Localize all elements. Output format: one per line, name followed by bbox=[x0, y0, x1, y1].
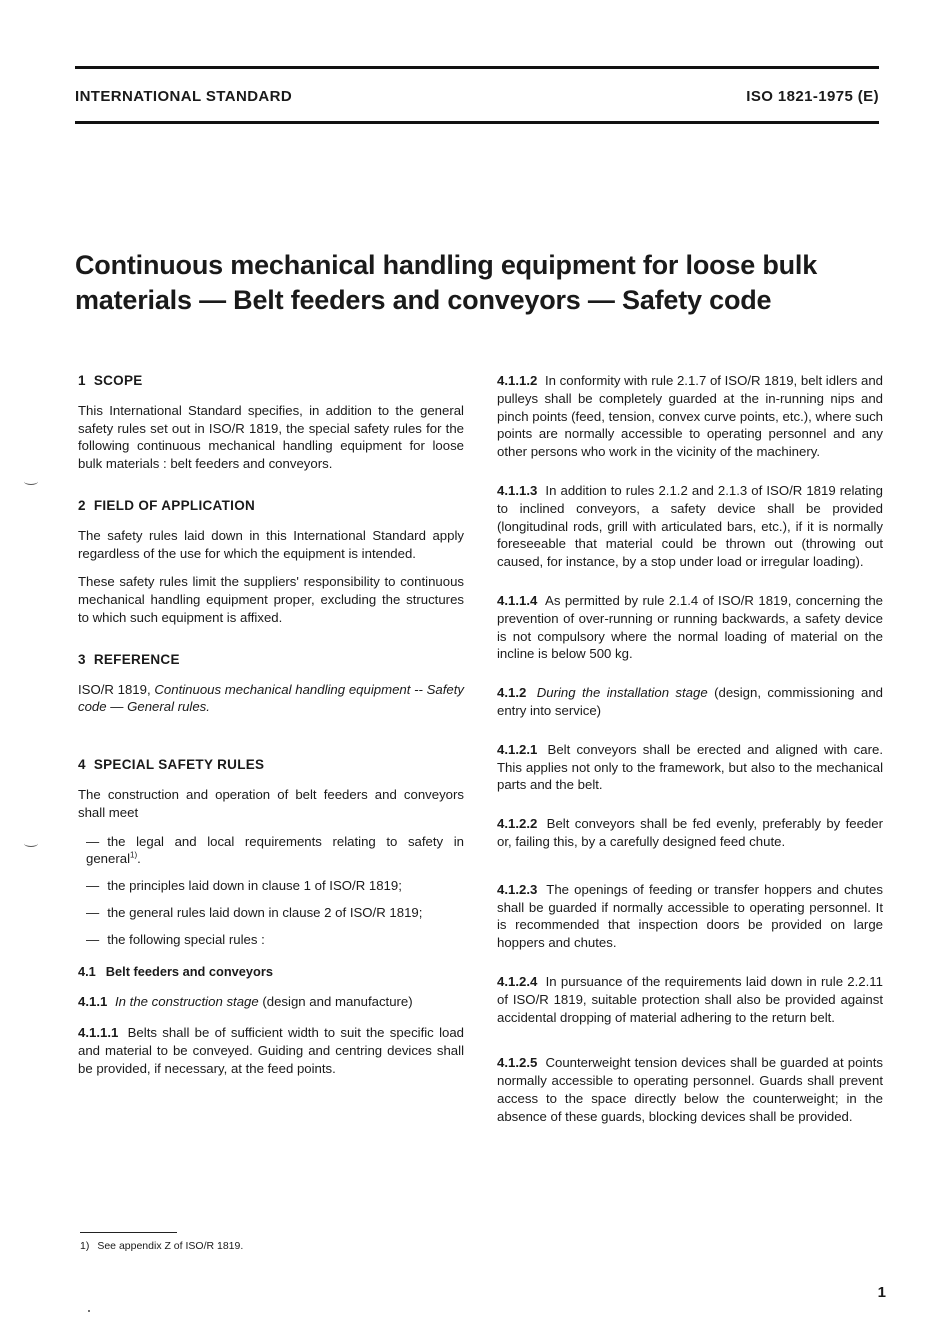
list-item: — the legal and local requirements relating to safety in general$^{1)}$. bbox=[86, 833, 464, 867]
subsection-heading-4-1: 4.1 Belt feeders and conveyors bbox=[78, 963, 273, 979]
clause-4-1-1-1: 4.1.1.1 Belts shall be of sufficient width to suit the specific load and material to be conveyed. Guiding and centring devices shall be provided, if necessary, at the feed points. bbox=[78, 1025, 464, 1076]
page-title: Continuous mechanical handling equipment for loose bulk materials — Belt feeders and conveyors — Safety code bbox=[75, 250, 818, 315]
clause-4-1-2-3: 4.1.2.3 The openings of feeding or transfer hoppers and chutes shall be guarded if normally accessible to operating personnel. It is recommended that inspection doors be provided on large hoppers and chutes. bbox=[497, 881, 883, 951]
header-right: ISO 1821-1975 (E) bbox=[746, 88, 879, 105]
section-heading-special-rules: 4 SPECIAL SAFETY RULES bbox=[78, 757, 265, 773]
footnote-ref: 1) bbox=[130, 850, 138, 860]
clause-4-1-1-3: 4.1.1.3 In addition to rules 2.1.2 and 2.1.3 of ISO/R 1819 relating to inclined conveyors, a safety device shall be provided (longitudinal rods, grill with articulated bars, etc.), if it is normally foreseeable that material could be thrown out (throwing out caused, for instance, by a stop under load or irregular loading). bbox=[497, 482, 883, 570]
scan-mark bbox=[24, 478, 38, 485]
clause-4-1-2-2: 4.1.2.2 Belt conveyors shall be fed evenly, preferably by feeder or, failing this, by a carefully designed feed chute. bbox=[497, 816, 883, 849]
header-rule bbox=[75, 121, 879, 124]
list-item: — the following special rules : bbox=[86, 931, 265, 947]
clause-4-1-2-1: 4.1.2.1 Belt conveyors shall be erected and aligned with care. This applies not only to the framework, but also to the mechanical parts and the belt. bbox=[497, 741, 884, 793]
section-heading-field: 2 FIELD OF APPLICATION bbox=[78, 497, 256, 513]
footnote-rule bbox=[80, 1232, 177, 1233]
clause-4-1-1-2: 4.1.1.2 In conformity with rule 2.1.7 of ISO/R 1819, belt idlers and pulleys shall be completely guarded at the in-running nips and pinch points (feed, tension, convex curve points, etc.), where such points are normally accessible to operating personnel and any other persons who work in the vicinity of the machinery. bbox=[497, 373, 883, 460]
subsection-4-1-1: 4.1.1 In the construction stage (design and manufacture) bbox=[78, 994, 413, 1010]
scan-dot bbox=[88, 1310, 90, 1312]
special-rules-intro: The construction and operation of belt feeders and conveyors shall meet bbox=[78, 786, 464, 820]
right-column bbox=[497, 372, 883, 1126]
section-heading-reference: 3 REFERENCE bbox=[78, 651, 180, 667]
field-text-1: The safety rules laid down in this International Standard apply regardless of the use for which the equipment is intended. bbox=[78, 527, 464, 561]
clause-4-1-1-4: 4.1.1.4 As permitted by rule 2.1.4 of ISO/R 1819, concerning the prevention of over-running or running backwards, a safety device is not compulsory where the normal loading of material on the incline is below 500 kg. bbox=[497, 592, 884, 662]
field-text-2: These safety rules limit the suppliers' responsibility to continuous mechanical handling equipment proper, excluding the structures to which such equipment is affixed. bbox=[78, 574, 464, 625]
clause-4-1-2-4: 4.1.2.4 In pursuance of the requirements laid down in rule 2.2.11 of ISO/R 1819, suitable protection shall also be provided against accidental dropping of material adhering to the return belt. bbox=[497, 973, 883, 1025]
header-left: INTERNATIONAL STANDARD bbox=[75, 88, 293, 105]
clause-4-1-2-5: 4.1.2.5 Counterweight tension devices shall be guarded at points normally accessible to operating personnel. Guards shall prevent access to the space directly below the counterweight; in the absence of these guards, blocking devices shall be provided. bbox=[497, 1055, 883, 1124]
reference-text: ISO/R 1819, Continuous mechanical handling equipment -- Safety code — General rules. bbox=[78, 681, 465, 715]
list-item: — the general rules laid down in clause 2 of ISO/R 1819; bbox=[86, 904, 423, 920]
footnote: 1) See appendix Z of ISO/R 1819. bbox=[80, 1240, 244, 1252]
top-rule bbox=[75, 66, 879, 69]
list-item: — the principles laid down in clause 1 of ISO/R 1819; bbox=[86, 878, 402, 894]
scope-text: This International Standard specifies, in addition to the general safety rules set out in ISO/R 1819, the special safety rules for the following continuous mechanical handling equipment for loose bulk materials : belt feeders and conveyors. bbox=[78, 402, 464, 472]
scan-mark bbox=[24, 840, 38, 847]
section-heading-scope: 1 SCOPE bbox=[78, 373, 143, 388]
clause-4-1-2: 4.1.2 During the installation stage (design, commissioning and entry into service) bbox=[497, 685, 884, 718]
page-number: 1 bbox=[877, 1284, 886, 1301]
left-column bbox=[78, 372, 464, 1078]
